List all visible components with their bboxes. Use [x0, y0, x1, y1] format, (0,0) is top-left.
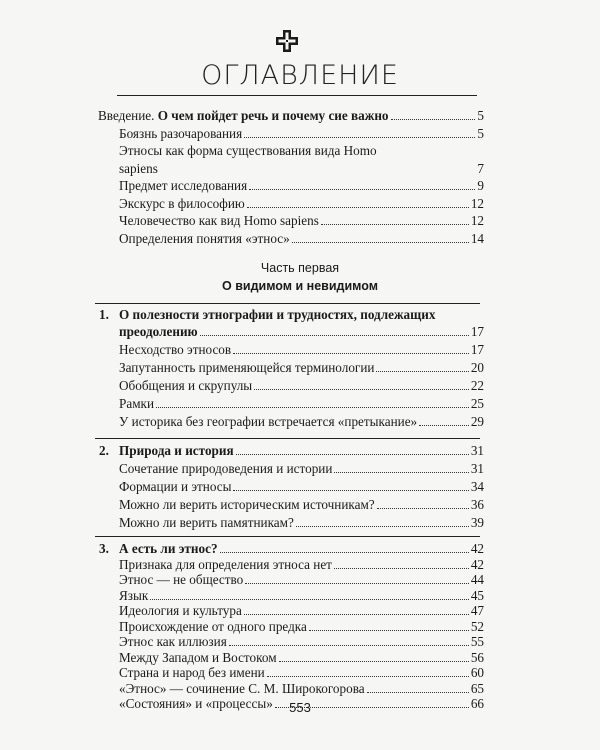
intro-title: О чем пойдет речь и почему сие важно — [157, 108, 389, 123]
chapter-number: 2. — [99, 443, 109, 458]
toc-entry: Идеология и культура 47 — [119, 603, 484, 618]
toc-entry: Этнос как иллюзия 55 — [119, 634, 484, 649]
toc-entry: Происхождение от одного предка 52 — [119, 618, 484, 634]
toc-entry: Предмет исследования 9 — [119, 178, 484, 193]
toc-entry: sapiens 7 — [119, 161, 484, 176]
toc-entry: Несходство этносов 17 — [119, 342, 484, 357]
page-ref: 5 — [477, 108, 484, 123]
toc-entry: Формации и этносы 34 — [119, 479, 484, 494]
toc-entry: Обобщения и скрупулы 22 — [119, 378, 484, 393]
intro-label: Введение. — [98, 108, 155, 123]
toc-entry: Запутанность применяющейся терминологии 20 — [119, 360, 484, 375]
toc-entry: Человечество как вид Homo sapiens 12 — [119, 213, 484, 228]
toc-entry: «Этнос» — сочинение С. М. Широкогорова 65 — [119, 680, 484, 696]
toc-entry: Язык 45 — [119, 587, 484, 603]
toc-entry: Экскурс в философию 12 — [119, 196, 484, 211]
part-title: О видимом и невидимом — [222, 279, 378, 293]
toc-entry: У историка без географии встречается «претыкание» 29 — [119, 414, 484, 429]
chapter-separator — [95, 438, 480, 439]
page-title: ОГЛАВЛЕНИЕ — [201, 60, 399, 91]
leader-dots — [391, 119, 476, 120]
toc-entry: Сочетание природоведения и истории 31 — [119, 461, 484, 476]
toc-entry: Можно ли верить памятникам? 39 — [119, 515, 484, 530]
chapter-number: 1. — [99, 307, 109, 322]
toc-entry: Можно ли верить историческим источникам? 36 — [119, 497, 484, 512]
toc-entry-chapter: А есть ли этнос? 42 — [119, 541, 484, 556]
chapter-separator — [95, 536, 480, 537]
toc-entry: Этнос — не общество 44 — [119, 572, 484, 587]
toc-entry-intro — [98, 108, 484, 123]
toc-entry: Признака для определения этноса нет 42 — [119, 556, 484, 572]
chapter-number: 3. — [99, 541, 109, 556]
toc-entry: Рамки 25 — [119, 396, 484, 411]
toc-entry: «Состояния» и «процессы» 66 — [119, 696, 484, 711]
toc-entry: Определения понятия «этнос» 14 — [119, 231, 484, 246]
toc-entry: Между Западом и Востоком 56 — [119, 649, 484, 665]
title-rule — [117, 95, 477, 96]
chapter-separator — [95, 303, 480, 304]
cross-ornament-icon — [275, 29, 299, 53]
toc-entry-line: Этносы как форма существования вида Homo — [119, 143, 377, 158]
page-number: 553 — [289, 700, 311, 715]
toc-entry: Страна и народ без имени 60 — [119, 665, 484, 680]
toc-entry: Боязнь разочарования 5 — [119, 126, 484, 141]
toc-entry-chapter: Природа и история 31 — [119, 443, 484, 458]
part-label: Часть первая — [260, 261, 340, 275]
chapter-title-line: О полезности этнографии и трудностях, подлежащих — [119, 307, 436, 322]
toc-entry-chapter: преодолению 17 — [119, 324, 484, 339]
